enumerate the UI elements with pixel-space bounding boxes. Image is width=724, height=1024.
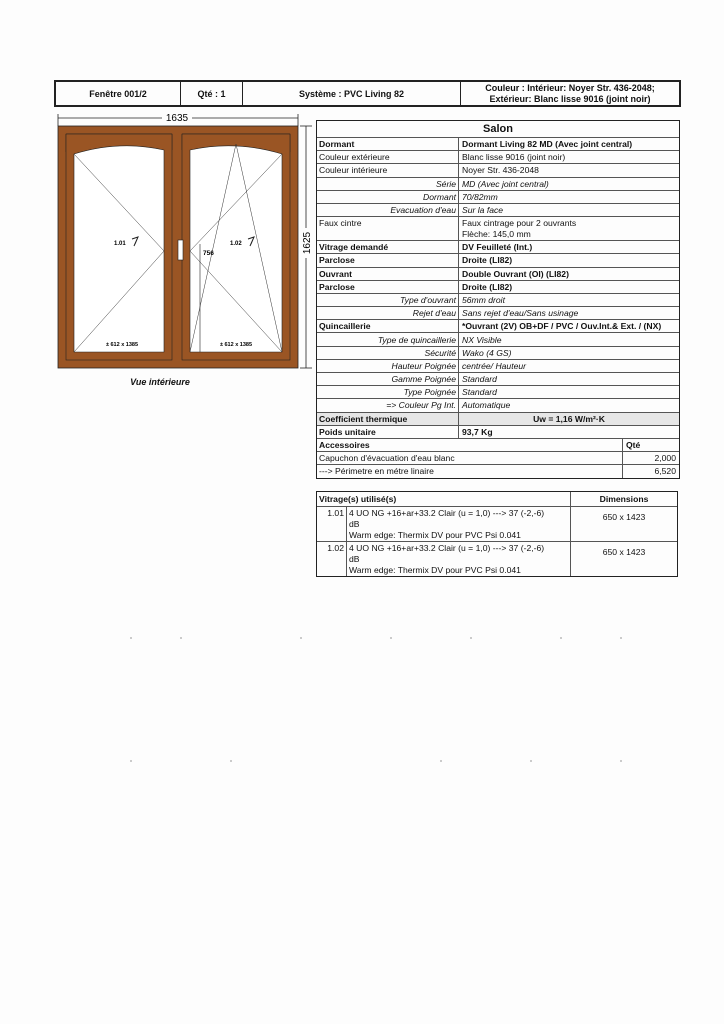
scan-speck [300, 637, 302, 639]
spec-table [316, 120, 680, 479]
spec-row: Poids unitaire 93,7 Kg [317, 425, 679, 438]
scan-speck [620, 760, 622, 762]
scan-speck [620, 637, 622, 639]
quantity: Qté : 1 [181, 82, 243, 105]
glass-left [74, 146, 164, 352]
colour-exterior: Extérieur: Blanc lisse 9016 (joint noir) [489, 93, 651, 104]
scan-speck [440, 760, 442, 762]
window-drawing [54, 112, 326, 388]
spec-row: Ouvrant Double Ouvrant (OI) (LI82) [317, 267, 679, 280]
scan-speck [130, 637, 132, 639]
spec-row: Vitrage demandé DV Feuilleté (Int.) [317, 240, 679, 253]
spec-row: Parclose Droite (LI82) [317, 253, 679, 266]
spec-row: Série MD (Avec joint central) [317, 177, 679, 190]
window-reference: Fenêtre 001/2 [56, 82, 181, 105]
spec-row: Hauteur Poignée centrée/ Hauteur [317, 359, 679, 372]
sash-left-id: 1.01 [114, 241, 126, 247]
scan-speck [390, 637, 392, 639]
accessory-row: ---> Périmetre en métre linaire 6,520 [317, 464, 679, 477]
spec-row: Couleur extérieure Blanc lisse 9016 (joint noir) [317, 150, 679, 163]
sash-left-dimension: ± 612 x 1385 [105, 342, 139, 348]
glass-right [190, 146, 282, 352]
handle-icon [178, 240, 183, 260]
glazing-row: 1.01 4 UO NG +16+ar+33.2 Clair (u = 1,0) ---> 37 (-2,-6) dB Warm edge: Thermix DV pour PVC Psi 0.041 650 x 1423 [317, 507, 677, 542]
spec-row-thermal: Coefficient thermique Uw = 1,16 W/m²·K [317, 412, 679, 425]
scan-speck [560, 637, 562, 639]
scan-speck [230, 760, 232, 762]
scan-speck [470, 637, 472, 639]
spec-row: Evacuation d'eau Sur la face [317, 203, 679, 216]
spec-row: Quincaillerie *Ouvrant (2V) OB+DF / PVC / Ouv.Int.& Ext. / (NX) [317, 319, 679, 332]
accessories-header: Accessoires Qté [317, 438, 679, 451]
spec-row: Dormant 70/82mm [317, 190, 679, 203]
spec-row: Faux cintre Faux cintrage pour 2 ouvrants Flèche: 145,0 mm [317, 216, 679, 240]
drawing-caption: Vue intérieure [130, 377, 190, 387]
glazing-header: Vitrage(s) utilisé(s) Dimensions [317, 492, 677, 507]
handle-height-label: 756 [203, 250, 214, 257]
system: Système : PVC Living 82 [243, 82, 461, 105]
spec-row: Type Poignée Standard [317, 385, 679, 398]
spec-row: Rejet d'eau Sans rejet d'eau/Sans usinage [317, 306, 679, 319]
spec-title: Salon [483, 123, 513, 135]
spec-row: Dormant Dormant Living 82 MD (Avec joint central) [317, 137, 679, 150]
colour-interior: Couleur : Intérieur: Noyer Str. 436-2048; [485, 82, 655, 93]
height-label: 1625 [302, 231, 313, 255]
glazing-table [316, 491, 678, 577]
spec-row: Type d'ouvrant 56mm droit [317, 293, 679, 306]
header-bar [54, 80, 681, 107]
scan-speck [180, 637, 182, 639]
spec-row: Gamme Poignée Standard [317, 372, 679, 385]
spec-row: Type de quincaillerie NX Visible [317, 332, 679, 345]
colour-info [461, 82, 679, 105]
sash-right-id: 1.02 [230, 241, 242, 247]
accessory-row: Capuchon d'évacuation d'eau blanc 2,000 [317, 451, 679, 464]
spec-row: Parclose Droite (LI82) [317, 280, 679, 293]
glazing-row: 1.02 4 UO NG +16+ar+33.2 Clair (u = 1,0) ---> 37 (-2,-6) dB Warm edge: Thermix DV pour PVC Psi 0.041 650 x 1423 [317, 542, 677, 576]
spec-row: Sécurité Wako (4 GS) [317, 346, 679, 359]
spec-row: Couleur intérieure Noyer Str. 436-2048 [317, 163, 679, 176]
scan-speck [130, 760, 132, 762]
sash-right-dimension: ± 612 x 1385 [219, 342, 253, 348]
scan-speck [530, 760, 532, 762]
spec-row: => Couleur Pg Int. Automatique [317, 398, 679, 411]
width-label: 1635 [165, 113, 189, 124]
